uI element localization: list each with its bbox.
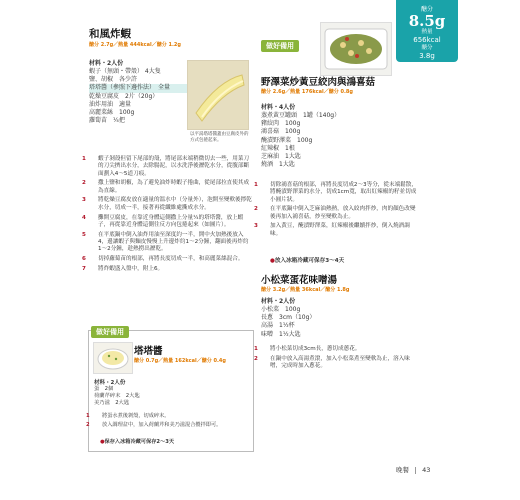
- materials-label: 材料・4人份: [261, 104, 296, 111]
- materials-label: 材料・2人份: [89, 60, 124, 67]
- ingredient-list: 蝦子（無頭・帶殼） 4大隻 鹽、胡椒 各少許 塔塔醬（參照下邊作法） 全量 乾燥豆腐皮 2片（20g） 油炸用油 適量 高麗菜絲 100g 蘿蔔苗 ¼把: [89, 68, 189, 125]
- photo-tartar-sauce: [93, 342, 133, 374]
- bullet-icon: ●: [100, 439, 105, 445]
- page-number: 43: [422, 466, 431, 474]
- steps-list: 1 切除鴻喜菇的根部，再將長度切成2～3等分，從末端鬆散，將醃漬野澤菜的水分，切成1cm寬，取出紅辣椒的籽並切成小圓片狀。 2 在平底鍋中倒入芝麻油熱熱，放入絞肉拌炒，肉的顏色改變後再加入鴻喜菇，炒至變軟為止。 3 加入黃豆，醃漬野澤菜，紅辣椒後繼續拌炒，倒入燒酒調味。: [254, 182, 417, 237]
- steps-list: 1 將蛋水煮後剝殼，切成碎末。 2 放入調理盆中，加入荷蘭芹和美乃滋混合攪拌即可。: [86, 413, 222, 429]
- sugar-badge: 醣分 8.5g 熱量 656kcal 醣分 3.8g: [396, 0, 458, 62]
- recipe-fried-shrimp: [89, 26, 249, 48]
- recipe-title: 野澤菜炒黃豆絞肉與鴻喜菇: [261, 77, 376, 88]
- prep-ahead-tag: 做好備用: [91, 326, 129, 338]
- nutrition-info: 醣分 3.2g／熱量 36kcal／醣分 1.8g: [261, 287, 350, 293]
- storage-note: ●保存入冰箱冷藏可保存2～3天: [100, 439, 175, 445]
- bullet-icon: ●: [270, 258, 275, 264]
- nutrition-info: 醣分 0.7g／熱量 162kcal／醣分 0.4g: [134, 358, 226, 364]
- recipe-soybean-stirfry: [261, 74, 436, 95]
- page-footer: [396, 465, 430, 474]
- steps-list: 1 蝦子剝殼但留下尾部的殼，將尾部末端稍微切去一些，用菜刀的刀尖擠出水分，去除腸泥，以水洗淨後瀝乾水分，從腹部斷面劃入4～5道刀痕。 2 撒上鹽和胡椒，為了避免油炸時蝦子捲曲，從尾部拉直使其成為直線。 3 將乾燥豆腐皮放在適量的溫水中（分量外），泡開至變軟後擰乾水分，切成一半，接著再從纖維處撕成水分。 4 攤開豆腐皮，在靠近身體這側撒上分量¼的塔塔醬，放上蝦子，再從靠近身體這側往反方向包捲起來（如圖片）。 5 在平底鍋中倒入油炸用油至深度約一半，開中火加熱後放入4，邊讓蝦子與麵皮慢慢上升邊炸約1～2分鐘，翻面後再炸約1～2分鐘，趁熱撈出瀝乾。 6 切掉蘿蔔苗的根部，再將長度切成一半，和高麗菜絲混合。 7 將炸蝦盛入盤中，附上6。: [82, 156, 252, 272]
- section-name: 晚餐: [396, 466, 409, 474]
- steps-list: 1 將小松菜切成3cm長，蔥切成蔥花。 2 在鍋中放入高湯煮滾，加入小松菜煮至變軟為止，溶入味噌，完成時加入蔥花。: [254, 346, 410, 370]
- ingredient-list: 蛋 2個 荷蘭芹碎末 2大匙 美乃滋 2大匙: [94, 386, 140, 406]
- recipe-miso-soup: [261, 272, 436, 293]
- photo-soybean-stirfry: [320, 22, 392, 76]
- sugar-total: 8.5g: [408, 12, 446, 30]
- recipe-tartar: [134, 343, 244, 364]
- recipe-title: 塔塔醬: [134, 346, 163, 357]
- ingredient-list: 蒸煮黃豆罐頭 1罐（140g） 豬絞肉 100g 鴻喜菇 100g 醃漬野澤菜 100g 紅辣椒 1根 芝麻油 1大匙 燒酒 1大匙: [261, 112, 341, 169]
- nutrition-info: 醣分 2.7g／熱量 444kcal／醣分 1.2g: [89, 42, 181, 48]
- prep-ahead-tag: 做好備用: [261, 40, 299, 52]
- recipe-title: 和風炸蝦: [89, 28, 131, 40]
- recipe-title: 小松菜蛋花味噌湯: [261, 275, 338, 286]
- photo-tofu-wrap: [187, 60, 249, 130]
- photo-caption: 以平湯塔塔醬蓋由豆腐皮外的方式包捲起來。: [190, 132, 249, 143]
- materials-label: 材料・2人份: [94, 380, 126, 386]
- nutrition-info: 醣分 2.6g／熱量 176kcal／醣分 0.8g: [261, 89, 353, 95]
- storage-note: ●放入冰箱冷藏可保存3～4天: [270, 258, 345, 264]
- ingredient-list: 小松菜 100g 長蔥 3cm（10g） 高湯 1½杯 味噌 1½大匙: [261, 306, 316, 338]
- materials-label: 材料・2人份: [261, 298, 296, 305]
- footer-divider: [415, 467, 416, 474]
